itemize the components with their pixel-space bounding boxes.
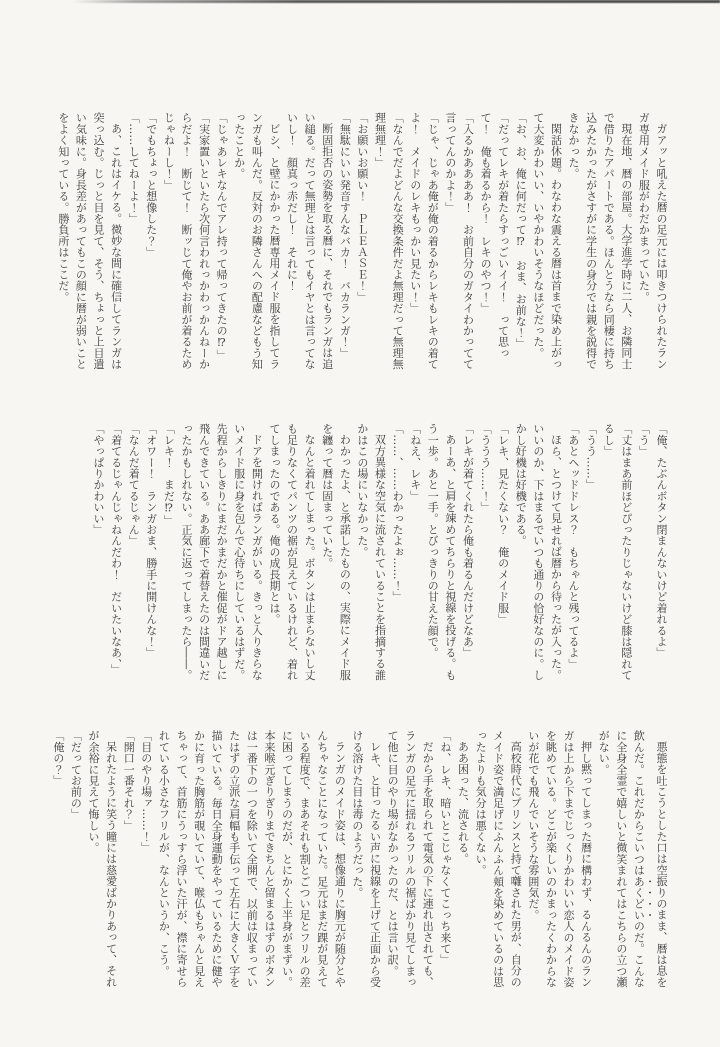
dialogue-paragraph: 「……、……わかったよぉ……！」 [391,423,405,603]
dialogue-paragraph: 「お願いお願い！ ＰＬＥＡＳＥ！」 [355,112,369,303]
narration-paragraph: だから手を取られて電気の下に連れ出されても、ランガの足元に揺れるフリルの裾ばかり見てしまって他に目のやり場がなかったのだ、とは言い訳。 [386,730,435,988]
narration-paragraph: ドアを開ければランガがいる。きっと入りきらないメイド服に身を包んで心待ちにしているはずだ。先程からしきりにまだかまだかと催促がドア越しに飛んできている。ああ廊下で着替えたのは間違いだったかもしれない。正気に返ってしまったら――。 [179,423,264,681]
dialogue-paragraph: 「レキ！ まだ⁉」 [162,423,176,526]
dialogue-paragraph: 「着てるじゃんじゃねんだわ！ だいたいなあ、」 [109,423,123,676]
dialogue-paragraph: 「ううう……！」 [479,423,493,513]
dialogue-paragraph: 「なんだ着てるじゃん」 [127,423,141,547]
dialogue-paragraph: 「……してねーよ！」 [127,112,141,224]
dialogue-paragraph: 「開口一番それ？」 [122,730,136,831]
dialogue-paragraph: 「じゃあレキなんでアレ持って帰ってきたの⁉」 [215,112,229,361]
narration-paragraph: 断固拒否の姿勢を取る暦に、それでもランガは追い縋る。だって無理とは言ってもイヤとは言ってないし！ 顔真っ赤だし！ それに！ [285,112,334,370]
dialogue-paragraph: 「無駄にいい発音すんなバカ！ バカランガ！」 [338,112,352,359]
text-block-middle [30,423,670,682]
text-block-top [30,112,670,371]
dialogue-paragraph: 「俺、たぶんボタン閉まんないけど着れるよ」 [655,423,668,659]
dialogue-paragraph: 「ね、レキ、暗いとこじゃなくてこっち来て」 [438,730,452,966]
narration-paragraph: 呆れたように笑う瞳には慈愛ばかりあって、それが余裕に見えて悔しい。 [87,730,118,988]
narration-paragraph: 悪態を吐こうとした口は空振りのまま、暦は息を飲んだ。これだからこいつはあくどいのだ。こんなに全身全霊で嬉しいと微笑まれてはこちらの立つ瀬がない。 [597,730,668,988]
narration-paragraph: ほら、とつけて見せれば暦から待ったが入った。いいのか、下はまるでいつも通りの恰好なのに。しかし好機は好機である。 [514,423,563,681]
scan-edge-artifact [72,0,720,3]
dialogue-paragraph: 「俺の？」 [51,730,65,786]
narration-paragraph: 現在地、暦の部屋。大学進学時に二人、お隣同士で借りたアパートである。ほんとうなら同棲に持ち込みたかったがさすがに学生の身分では親を説得できなかった。 [567,112,633,370]
dialogue-paragraph: 「なんでだよどんな交換条件だよ無理だって無理無理無理！」 [373,112,405,370]
dialogue-paragraph: 「レキ、見たくない？ 俺のメイド服」 [496,423,510,625]
dialogue-paragraph: 「やっぱりかわいい」 [92,423,105,535]
text-block-bottom [30,730,670,989]
dialogue-paragraph: 「目のやり場ァ……！」 [139,730,153,854]
narration-paragraph: 高校時代にプリンスと持て囃された男が、自分のメイド姿で満足げにふんふん頬を染めているのは思ったよりも気分は悪くない。 [474,730,523,988]
dialogue-paragraph: 「じゃ、じゃあ俺が俺の着るからレキもレキの着てよ！ メイドのレキもっかい見たい！」 [408,112,440,370]
narration-paragraph: あーあ、と肩を竦めてちらりと視線を投げる。もう一歩。あと一手。とびっきりの甘えた顔で。 [426,423,457,681]
narration-paragraph: 押し黙ってしまった暦に構わず、るんるんのランガは上から下までじっくりかわいい恋人のメイド姿を眺めている。どこが楽しいのかまったくわからないが花でも飛んでいそうな雰囲気だ。 [526,730,593,988]
narration-paragraph: ビシ、と壁にかかった暦専用メイド服を指してランガも叫んだ。反対のお隣さんへの配慮などもう知ったことか。 [232,112,281,370]
narration-paragraph: 閑話休題。わなわな震える暦は首まで染め上がって大変かわいい、いやかわいそうなほどだった。 [531,112,563,370]
narration-paragraph: なんと着れてしまった。ボタンは止まらないし丈も足りなくてパンツの裾が見えているけれど、着れてしまったのである。俺の成長期とは。 [267,423,317,681]
dialogue-paragraph: 「うう……」 [584,423,598,491]
narration-paragraph: ランガのメイド姿は、想像通りに胸元が随分とやんちゃなことになっていた。足元はまだ踝が見えている程度で、まあそれも割とごつい足とフリルの差に困ってしまうのだが、とにかく上半身がまずい。本来喉元ぎりぎりまできちんと留まるはずのボタンは一番下の一つを除いて全開で、以前は収まっていたはずの立派な肩幅も手伝って左右に大きくＶ字を描いている。毎日全身運動をやっているために健やかに育った胸筋が覗いていて、喉仏もちゃんと見えちゃって、首筋にうっすら浮いた汗が、襟に寄せられている小さなフリルが、なんというか、こう。 [157,730,347,988]
narration-paragraph: ああ困った、流される。 [456,741,470,865]
dialogue-paragraph: 「丈はまあ前ほどぴったりじゃないけど膝は隠れてるし」 [602,423,633,681]
emphasis-dots-text: あくどい [632,875,646,921]
dialogue-paragraph: 「実家置いといたら次何言われっかわっかんねーからだよ！ 断じて！ 断ッじて俺やお前が着るためじゃねーし！」 [162,112,211,370]
narration-paragraph: レキ、と甘ったるい声に視線を上げて正面から受ける溶けた目は毒のようだった。 [350,730,382,988]
narration-paragraph: ガアッと吼えた暦の足元には叩きつけられたランガ専用メイド服がわだかまっていた。 [637,112,668,370]
narration-paragraph: 双方異様な空気に流されていることを指摘する誰かはこの場にいなかった。 [355,423,387,681]
dialogue-paragraph: 「あとヘッドドレス？ もちゃんと残ってるよ」 [567,423,581,670]
narration-paragraph: わかったよ、と承諾したものの、実際にメイド服を纏って暦は固まっていた。 [320,423,352,681]
dialogue-paragraph: 「お、お、俺に何だって⁉ おま、お前な！」 [514,112,528,350]
dialogue-paragraph: 「オワー！ ランガおま、勝手に開けんな！」 [144,423,158,659]
dialogue-paragraph: 「入るかああああ！ お前自分のガタイわかってて言ってんのかよ！」 [443,112,475,370]
dialogue-paragraph: 「でもちょっと想像した？」 [144,112,158,258]
dialogue-paragraph: 「レキが着てくれたら俺も着るんだけどなあ」 [461,423,475,659]
dialogue-paragraph: 「ねえ、レキ」 [408,423,422,502]
dialogue-paragraph: 「う」 [637,423,651,457]
narration-paragraph: あ、これはイケる。微妙な間に確信してランガは突っ込む。じっと目を見て、そう、ちょっと上目遣い気味に。身長差があってもこの顔に暦が弱いことをよく知っている。勝負所はここだ。 [56,112,123,370]
dialogue-paragraph: 「だってレキが着たらすっごいイイ！ って思って！ 俺も着るから！ レキのやつ！」 [479,112,510,359]
dialogue-paragraph: 「だってお前の」 [69,730,83,820]
